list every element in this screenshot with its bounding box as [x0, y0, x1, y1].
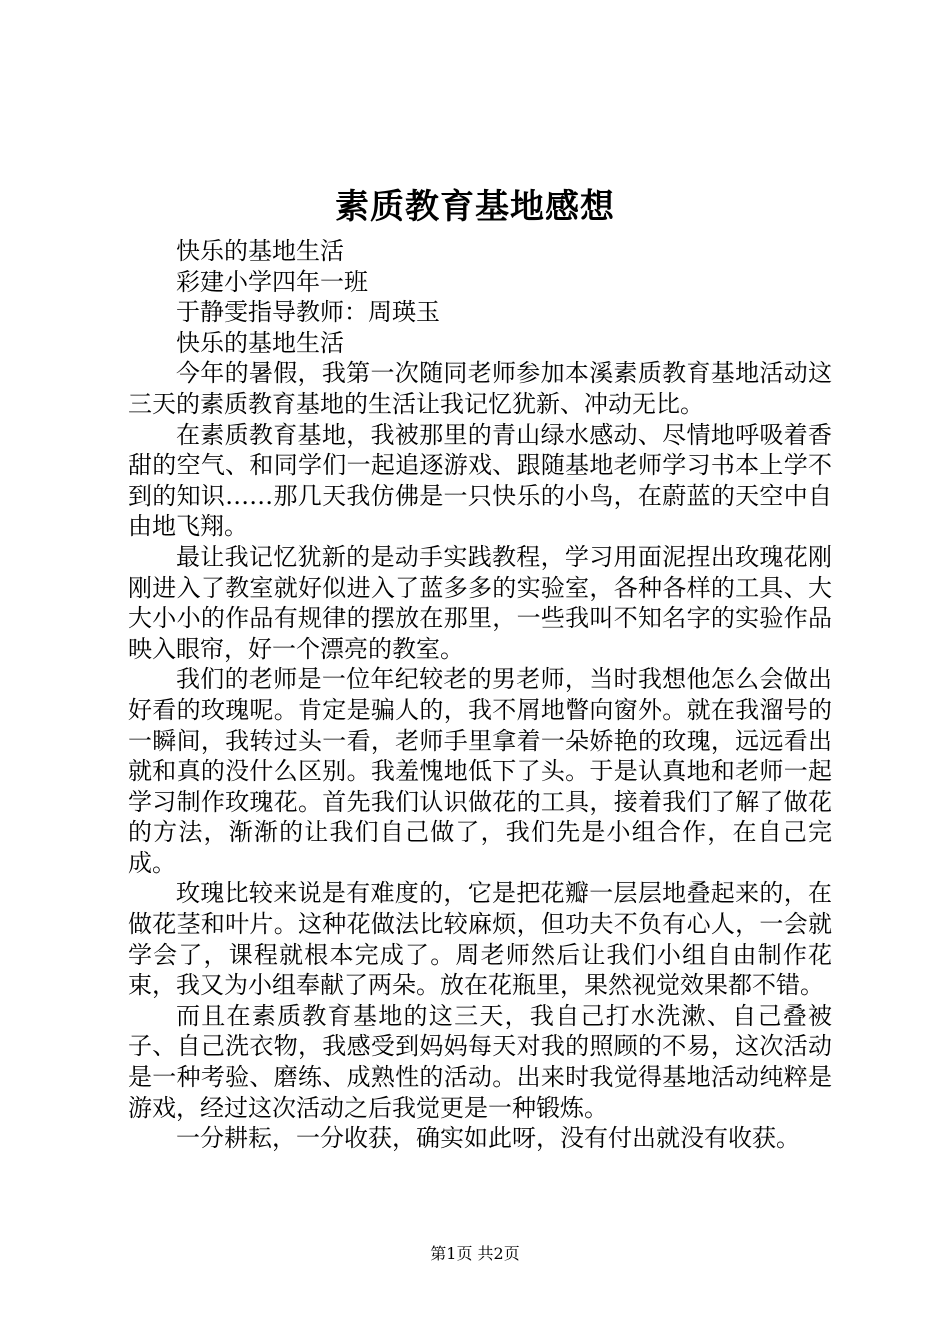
document-body [128, 236, 832, 1154]
paragraph: 彩建小学四年一班 [176, 267, 368, 296]
paragraph: 在素质教育基地，我被那里的青山绿水感动、尽情地呼吸着香甜的空气、和同学们一起追逐游戏、跟随基地老师学习书本上学不到的知识……那几天我仿佛是一只快乐的小鸟，在蔚蓝的天空中自由地飞翔。 [128, 420, 832, 541]
document-title: 素质教育基地感想 [335, 187, 615, 227]
paragraph: 最让我记忆犹新的是动手实践教程，学习用面泥捏出玫瑰花刚刚进入了教室就好似进入了蓝多多的实验室，各种各样的工具、大大小小的作品有规律的摆放在那里，一些我叫不知名字的实验作品映入眼帘，好一个漂亮的教室。 [128, 542, 832, 663]
paragraph: 于静雯指导教师：周瑛玉 [176, 298, 440, 327]
paragraph: 我们的老师是一位年纪较老的男老师，当时我想他怎么会做出好看的玫瑰呢。肯定是骗人的，我不屑地瞥向窗外。就在我溜号的一瞬间，我转过头一看，老师手里拿着一朵娇艳的玫瑰，远远看出就和真的没什么区别。我羞愧地低下了头。于是认真地和老师一起学习制作玫瑰花。首先我们认识做花的工具，接着我们了解了做花的方法，渐渐的让我们自己做了，我们先是小组合作，在自己完成。 [128, 665, 832, 877]
page-footer: 第1页 共2页 [430, 1244, 520, 1263]
paragraph: 而且在素质教育基地的这三天，我自己打水洗漱、自己叠被子、自己洗衣物，我感受到妈妈每天对我的照顾的不易，这次活动是一种考验、磨练、成熟性的活动。出来时我觉得基地活动纯粹是游戏，经过这次活动之后我觉更是一种锻炼。 [128, 1001, 832, 1122]
paragraph: 玫瑰比较来说是有难度的，它是把花瓣一层层地叠起来的，在做花茎和叶片。这种花做法比较麻烦，但功夫不负有心人，一会就学会了，课程就根本完成了。周老师然后让我们小组自由制作花束，我又为小组奉献了两朵。放在花瓶里，果然视觉效果都不错。 [128, 879, 832, 1000]
paragraph: 今年的暑假，我第一次随同老师参加本溪素质教育基地活动这三天的素质教育基地的生活让我记忆犹新、冲动无比。 [128, 359, 832, 418]
paragraph: 快乐的基地生活 [176, 328, 344, 357]
paragraph: 一分耕耘，一分收获，确实如此呀，没有付出就没有收获。 [176, 1124, 800, 1153]
paragraph: 快乐的基地生活 [176, 237, 344, 265]
